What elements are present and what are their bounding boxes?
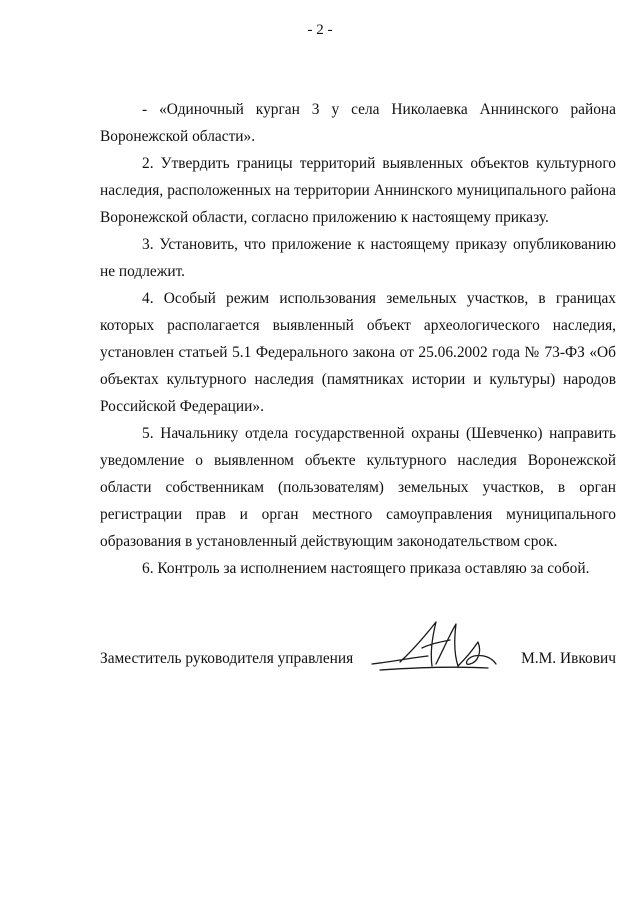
paragraph-6: 6. Контроль за исполнением настоящего приказа оставляю за собой. (142, 560, 590, 577)
handwritten-signature (370, 618, 500, 682)
document-body (100, 96, 616, 582)
paragraph-5: 5. Начальнику отдела государственной охраны (Шевченко) направить уведомление о выявленном объекте культурного наследия Воронежской области собственникам (пользователям) земельных участков, в орган регистрации прав и орган местного самоуправления муниципального образования в установленный действующим законодательством срок. (100, 425, 616, 550)
paragraph-4: 4. Особый режим использования земельных участков, в границах которых располагается выявленный объект археологического наследия, установлен статьей 5.1 Федерального закона от 25.06.2002 года № 73-ФЗ «Об объектах культурного наследия (памятниках истории и культуры) народов Российской Федерации». (100, 290, 616, 415)
signature-block (100, 646, 616, 686)
paragraph-2: 2. Утвердить границы территорий выявленных объектов культурного наследия, расположенных на территории Аннинского муниципального района Воронежской области, согласно приложению к настоящему приказу. (100, 155, 616, 226)
signatory-name: М.М. Ивкович (521, 650, 616, 667)
signatory-title: Заместитель руководителя управления (100, 650, 354, 667)
paragraph-object-name: - «Одиночный курган 3 у села Николаевка Аннинского района Воронежской области». (100, 101, 616, 145)
paragraph-3: 3. Установить, что приложение к настоящему приказу опубликованию не подлежит. (100, 236, 616, 280)
page-number: - 2 - (307, 22, 333, 38)
